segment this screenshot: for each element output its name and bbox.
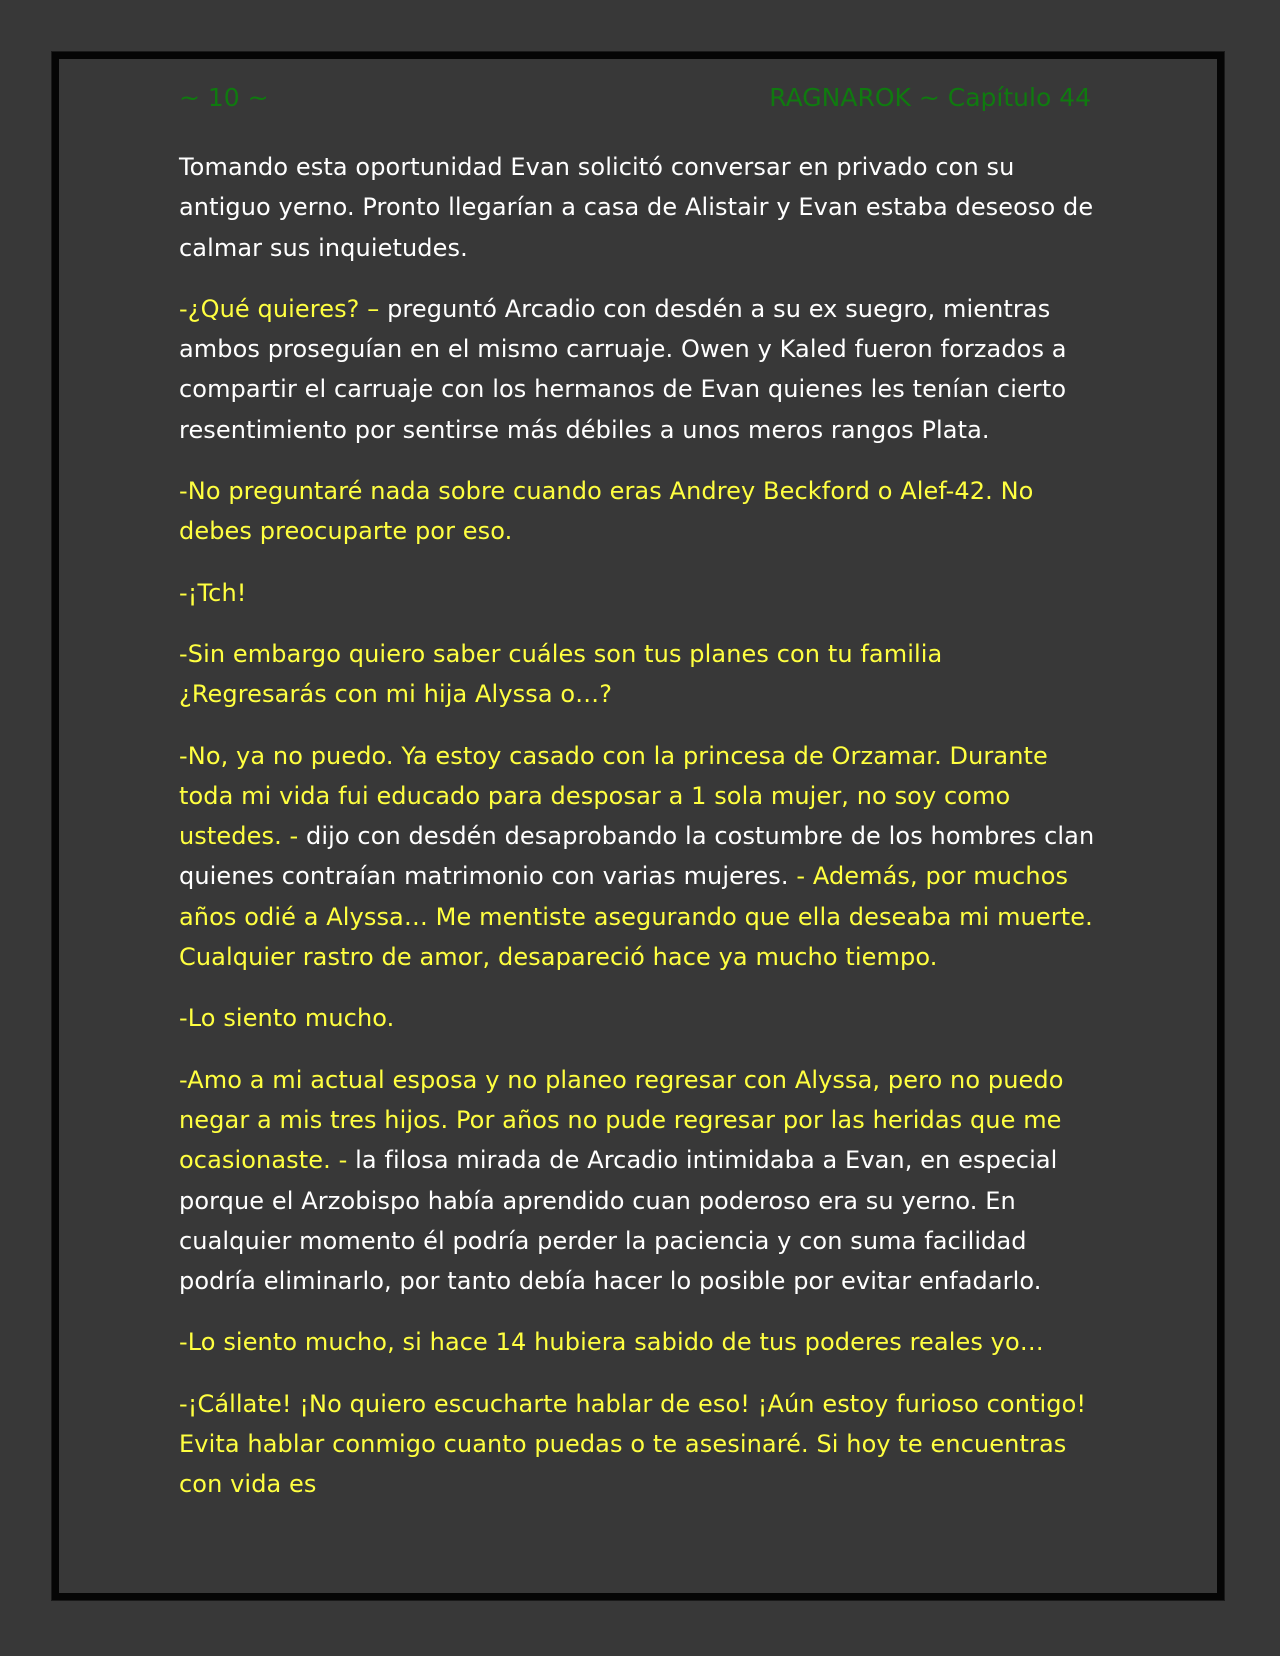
page-header bbox=[179, 83, 1091, 119]
narration-text: la filosa mirada de Arcadio intimidaba a Evan, en especial porque el Arzobispo había aprendido cuan poderoso era su yerno. En cualquier momento él podría perder la paciencia y con suma facilidad podría eliminarlo, por tanto debía hacer lo posible por evitar enfadarlo. bbox=[179, 1146, 1058, 1296]
body-text bbox=[179, 147, 1097, 1526]
narration-text: dijo con desdén desaprobando la costumbre de los hombres clan quienes contraían matrimonio con varias mujeres. bbox=[179, 822, 1095, 891]
paragraph bbox=[179, 998, 1097, 1038]
paragraph bbox=[179, 289, 1097, 450]
dialogue-text: -No, ya no puedo. Ya estoy casado con la princesa de Orzamar. Durante toda mi vida fui educado para desposar a 1 sola mujer, no soy como ustedes. - bbox=[179, 741, 1048, 851]
dialogue-text: -No preguntaré nada sobre cuando eras Andrey Beckford o Alef-42. No debes preocuparte por eso. bbox=[179, 477, 1034, 546]
dialogue-text: -¡Cállate! ¡No quiero escucharte hablar de eso! ¡Aún estoy furioso contigo! Evita hablar conmigo cuanto puedas o te asesinaré. Si hoy te encuentras con vida es bbox=[179, 1389, 1087, 1499]
paragraph bbox=[179, 573, 1097, 613]
page-frame bbox=[52, 52, 1224, 1600]
dialogue-text: -Amo a mi actual esposa y no planeo regresar con Alyssa, pero no puedo negar a mis tres hijos. Por años no pude regresar por las heridas que me ocasionaste. - bbox=[179, 1065, 1064, 1175]
dialogue-text: -¡Tch! bbox=[179, 578, 247, 607]
paragraph bbox=[179, 736, 1097, 978]
paragraph bbox=[179, 1322, 1097, 1362]
dialogue-text: -Lo siento mucho, si hace 14 hubiera sabido de tus poderes reales yo… bbox=[179, 1328, 1044, 1357]
paragraph bbox=[179, 1060, 1097, 1302]
dialogue-text: -Lo siento mucho. bbox=[179, 1004, 395, 1033]
dialogue-text: -Sin embargo quiero saber cuáles son tus planes con tu familia ¿Regresarás con mi hija Alyssa o…? bbox=[179, 639, 943, 709]
paragraph bbox=[179, 634, 1097, 715]
paragraph bbox=[179, 147, 1097, 268]
paragraph bbox=[179, 471, 1097, 552]
page-number: ~ 10 ~ bbox=[179, 83, 269, 112]
narration-text: preguntó Arcadio con desdén a su ex suegro, mientras ambos proseguían en el mismo carruaje. Owen y Kaled fueron forzados a compartir el carruaje con los hermanos de Evan quienes les tenían cierto resentimiento por sentirse más débiles a unos meros rangos Plata. bbox=[179, 294, 1067, 444]
dialogue-text: -¿Qué quieres? – bbox=[179, 294, 388, 323]
dialogue-text: - Además, por muchos años odié a Alyssa… Me mentiste asegurando que ella deseaba mi muerte. Cualquier rastro de amor, desapareció hace ya mucho tiempo. bbox=[179, 862, 1093, 972]
paragraph bbox=[179, 1384, 1097, 1505]
running-title: RAGNAROK ~ Capítulo 44 bbox=[769, 83, 1091, 112]
narration-text: Tomando esta oportunidad Evan solicitó conversar en privado con su antiguo yerno. Pronto llegarían a casa de Alistair y Evan estaba deseoso de calmar sus inquietudes. bbox=[179, 153, 1094, 262]
